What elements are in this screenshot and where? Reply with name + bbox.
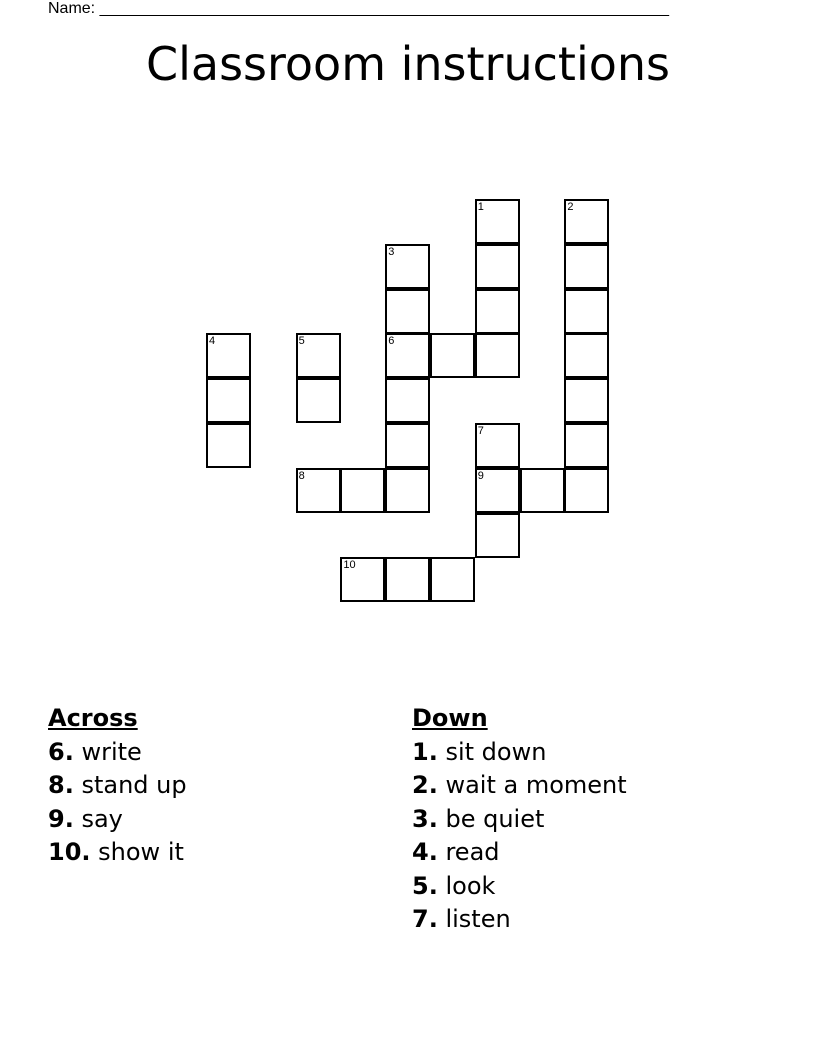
across-heading: Across [48, 704, 138, 732]
clue-number: 10. [48, 838, 91, 866]
cell-number: 3 [388, 245, 395, 258]
across-clues [48, 702, 187, 870]
clue-text: show it [98, 838, 184, 866]
clue-item [412, 736, 627, 770]
crossword-cell[interactable] [520, 468, 565, 513]
crossword-cell[interactable] [296, 333, 341, 378]
crossword-cell[interactable] [564, 423, 609, 468]
crossword-cell[interactable] [385, 557, 430, 602]
cell-number: 4 [209, 335, 216, 348]
cell-number: 1 [477, 201, 484, 213]
page-title: Classroom instructions [145, 37, 670, 91]
clue-text: say [81, 804, 123, 833]
cell-number: 7 [477, 425, 484, 437]
crossword-cell[interactable] [385, 289, 430, 334]
crossword-cell[interactable] [385, 378, 430, 423]
crossword-cell[interactable] [475, 199, 520, 244]
crossword-cell[interactable] [430, 557, 475, 602]
clue-text: stand up [81, 771, 187, 799]
clue-item [48, 769, 187, 803]
clue-number: 8. [48, 771, 74, 799]
crossword-cell[interactable] [206, 378, 251, 423]
clue-number: 1. [412, 737, 438, 766]
clue-text: look [445, 871, 496, 900]
crossword-cell[interactable] [340, 557, 385, 602]
clue-number: 4. [412, 838, 438, 866]
clue-number: 2. [412, 771, 438, 799]
clue-text: listen [445, 905, 511, 933]
crossword-cell[interactable] [475, 468, 520, 513]
clue-item [48, 803, 187, 837]
clue-item [48, 736, 187, 770]
clue-item [412, 836, 627, 870]
clue-text: read [445, 838, 500, 866]
name-field-label: Name: ________________________________________________________________ [48, 0, 670, 17]
clue-item [48, 836, 187, 870]
crossword-cell[interactable] [475, 244, 520, 289]
crossword-cell[interactable] [385, 244, 430, 289]
clue-item [412, 803, 627, 837]
crossword-cell[interactable] [475, 513, 520, 558]
crossword-cell[interactable] [564, 333, 609, 378]
cell-number: 2 [567, 201, 574, 213]
crossword-cell[interactable] [564, 468, 609, 513]
crossword-cell[interactable] [206, 333, 251, 378]
crossword-cell[interactable] [296, 468, 341, 513]
clue-number: 5. [412, 871, 438, 900]
cell-number: 9 [477, 469, 484, 482]
crossword-cell[interactable] [206, 423, 251, 468]
crossword-cell[interactable] [430, 333, 475, 378]
down-heading: Down [412, 704, 488, 732]
across-clue-list [48, 736, 187, 870]
cell-number: 8 [298, 469, 305, 482]
crossword-cell[interactable] [564, 378, 609, 423]
clue-text: be quiet [445, 804, 545, 833]
clue-number: 7. [412, 905, 438, 933]
crossword-cell[interactable] [475, 289, 520, 334]
clue-item [412, 903, 627, 937]
clue-number: 6. [48, 737, 74, 766]
clue-text: sit down [445, 737, 547, 766]
clue-text: write [81, 737, 142, 766]
crossword-cell[interactable] [475, 333, 520, 378]
down-clue-list [412, 736, 627, 937]
crossword-cell[interactable] [296, 378, 341, 423]
clue-item [412, 870, 627, 904]
crossword-cell[interactable] [385, 423, 430, 468]
clue-text: wait a moment [445, 771, 627, 799]
crossword-cell[interactable] [475, 423, 520, 468]
crossword-cell[interactable] [564, 244, 609, 289]
cell-number: 6 [388, 335, 395, 348]
down-clues [412, 702, 627, 937]
clue-number: 3. [412, 804, 438, 833]
crossword-cell[interactable] [564, 289, 609, 334]
crossword-cell[interactable] [385, 333, 430, 378]
clue-number: 9. [48, 804, 74, 833]
crossword-cell[interactable] [340, 468, 385, 513]
crossword-cell[interactable] [385, 468, 430, 513]
cell-number: 10 [343, 559, 356, 572]
clue-item [412, 769, 627, 803]
crossword-cell[interactable] [564, 199, 609, 244]
cell-number: 5 [298, 335, 305, 348]
